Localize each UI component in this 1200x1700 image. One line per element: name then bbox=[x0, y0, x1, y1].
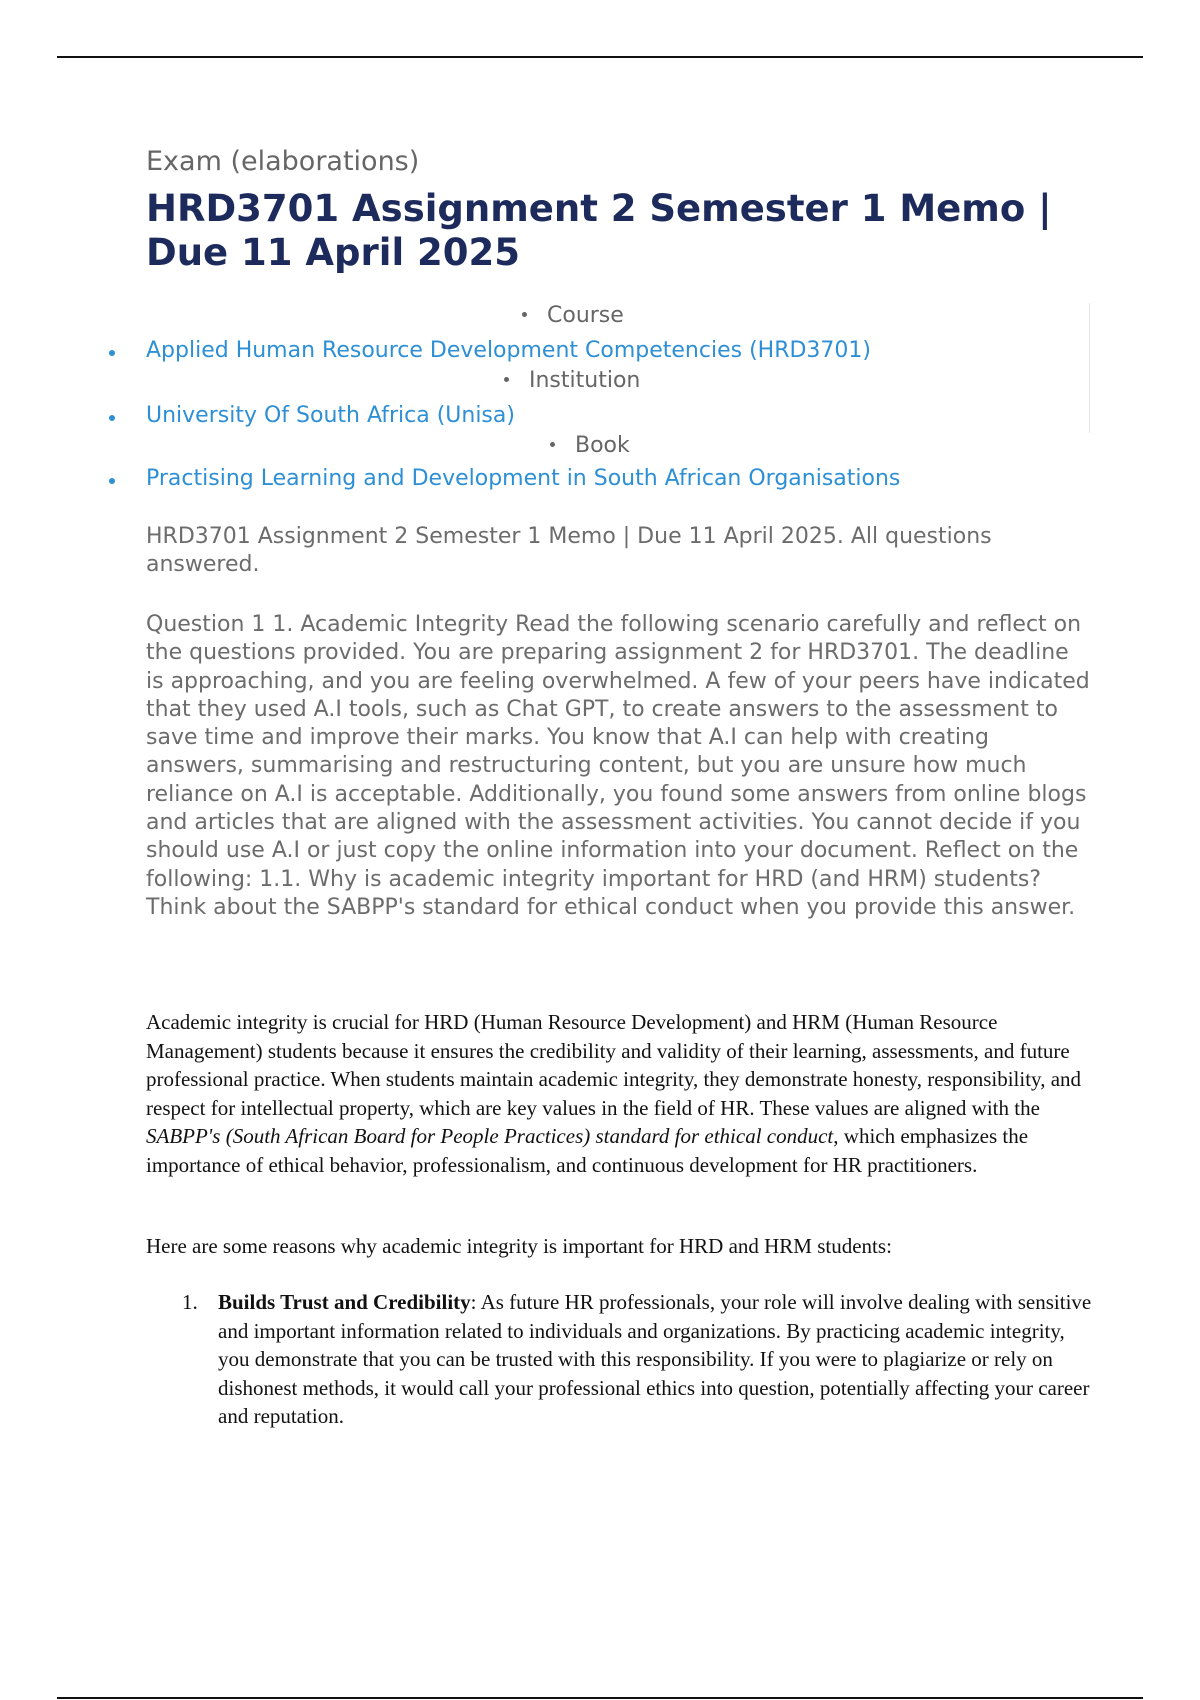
bullet-icon bbox=[504, 377, 509, 382]
bullet-icon bbox=[550, 442, 555, 447]
question-paragraph: Question 1 1. Academic Integrity Read the following scenario carefully and reflect on the questions provided. You are preparing assignment 2 for HRD3701. The deadline is approaching, and you are feeling overwhelmed. A few of your peers have indicated that they used A.I tools, such as Chat GPT, to create answers to the assessment to save time and improve their marks. You know that A.I can help with creating answers, summarising and restructuring content, but you are unsure how much reliance on A.I is acceptable. Additionally, you found some answers from online blogs and articles that are aligned with the assessment activities. You cannot decide if you should use A.I or just copy the online information into your document. Reflect on the following: 1.1. Why is academic integrity important for HRD (and HRM) students? Think about the SABPP's standard for ethical conduct when you provide this answer. bbox=[146, 612, 1090, 920]
course-link[interactable]: Applied Human Resource Development Competencies (HRD3701) bbox=[146, 338, 871, 363]
bottom-rule bbox=[57, 1697, 1143, 1699]
meta-book-label: Book bbox=[550, 433, 630, 458]
meta-course-label: Course bbox=[522, 303, 624, 328]
intro-paragraph: HRD3701 Assignment 2 Semester 1 Memo | Due 11 April 2025. All questions answered. bbox=[146, 524, 992, 577]
meta-institution-label: Institution bbox=[504, 368, 640, 393]
top-rule bbox=[57, 56, 1143, 58]
bullet-icon bbox=[109, 415, 115, 421]
institution-link[interactable]: University Of South Africa (Unisa) bbox=[146, 403, 515, 428]
list-item-text: : As future HR professionals, your role will involve dealing with sensitive and important information related to individuals and organizations. By practicing academic integrity, you demonstrate that you can be trusted with this responsibility. If you were to plagiarize or rely on dishonest methods, it would call your professional ethics into question, potentially affecting your career and reputation. bbox=[218, 1290, 1092, 1428]
reasons-intro-paragraph: Here are some reasons why academic integrity is important for HRD and HRM students: bbox=[146, 1234, 892, 1258]
bullet-icon bbox=[109, 478, 115, 484]
bullet-icon bbox=[109, 350, 115, 356]
sidebar-divider bbox=[1089, 303, 1090, 433]
document-title: HRD3701 Assignment 2 Semester 1 Memo | Due 11 April 2025 bbox=[146, 187, 1052, 274]
book-link[interactable]: Practising Learning and Development in South African Organisations bbox=[146, 466, 900, 491]
list-item-heading: Builds Trust and Credibility bbox=[218, 1290, 471, 1314]
answer-paragraph: Academic integrity is crucial for HRD (Human Resource Development) and HRM (Human Resource Management) students because it ensures the credibility and validity of their learning, assessments, and future professional practice. When students maintain academic integrity, they demonstrate honesty, responsibility, and respect for intellectual property, which are key values in the field of HR. These values are aligned with the SABPP's (South African Board for People Practices) standard for ethical conduct, which emphasizes the importance of ethical behavior, professionalism, and continuous development for HR practitioners. bbox=[146, 1010, 1082, 1177]
bullet-icon bbox=[522, 312, 527, 317]
document-category: Exam (elaborations) bbox=[146, 146, 420, 177]
list-item-number: 1. bbox=[182, 1290, 198, 1314]
list-item bbox=[182, 1288, 1092, 1431]
sabpp-standard-emphasis: SABPP's (South African Board for People Practices) standard for ethical conduct bbox=[146, 1124, 834, 1148]
